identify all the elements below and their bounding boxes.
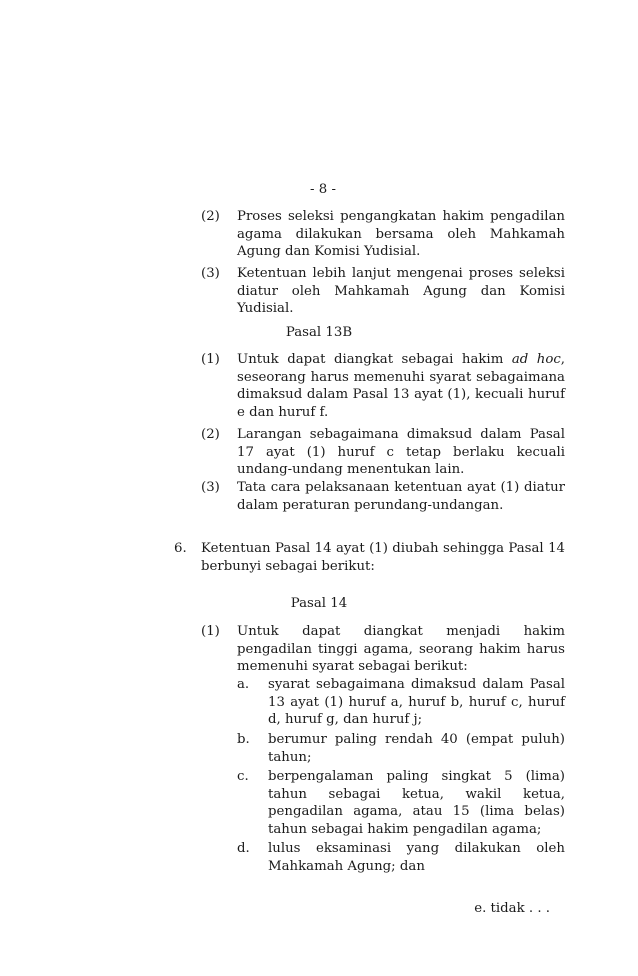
pasal13b-item-2 [201,426,565,479]
subitem-text: berpengalaman paling singkat 5 (lima) tahun sebagai ketua, wakil ketua, pengadilan agama, atau 15 (lima belas) tahun sebagai hakim pengadilan agama; [268,769,565,837]
item-text-part: , seseorang harus memenuhi syarat sebagaimana dimaksud dalam Pasal 13 ayat (1), kecuali huruf e dan huruf f. [237,352,566,420]
pasal14-subitem-b [237,731,565,766]
pasal14-item-1 [201,623,565,676]
item-number: (1) [201,624,220,639]
item-text: Tata cara pelaksanaan ketentuan ayat (1) diatur dalam peraturan perundang-undangan. [237,480,565,513]
pasal13b-item-1 [201,351,565,421]
subitem-text: syarat sebagaimana dimaksud dalam Pasal 13 ayat (1) huruf a, huruf b, huruf c, huruf d, huruf g, dan huruf j; [268,677,565,727]
item-number: (2) [201,209,220,224]
item-text: Ketentuan lebih lanjut mengenai proses seleksi diatur oleh Mahkamah Agung dan Komisi Yudisial. [237,266,565,316]
subitem-letter: b. [237,732,250,747]
subitem-text: berumur paling rendah 40 (empat puluh) tahun; [268,732,565,765]
pasal13a-item-3 [201,265,565,318]
pasal-14-heading: Pasal 14 [290,596,348,611]
subitem-letter: a. [237,677,250,692]
point-text: Ketentuan Pasal 14 ayat (1) diubah sehingga Pasal 14 berbunyi sebagai berikut: [201,541,565,574]
item-text-part: Untuk dapat diangkat sebagai hakim [237,352,512,367]
page-number: - 8 - [310,182,336,197]
item-number: (2) [201,427,220,442]
subitem-letter: c. [237,769,249,784]
pasal13a-item-2 [201,208,565,261]
point-number: 6. [174,541,187,556]
pasal-13b-heading: Pasal 13B [285,325,353,340]
pasal14-subitem-c [237,768,565,838]
item-text: Proses seleksi pengangkatan hakim pengadilan agama dilakukan bersama oleh Mahkamah Agung dan Komisi Yudisial. [237,209,565,259]
item-number: (3) [201,266,220,281]
page-continuation: e. tidak . . . [474,901,550,916]
item-text-italic: ad hoc [511,352,561,367]
point-6 [174,540,565,575]
item-text: Untuk dapat diangkat menjadi hakim pengadilan tinggi agama, seorang hakim harus memenuhi syarat sebagai berikut: [237,624,565,674]
pasal13b-item-3 [201,479,565,514]
item-text [237,351,565,421]
item-number: (1) [201,352,220,367]
item-number: (3) [201,480,220,495]
item-text: Larangan sebagaimana dimaksud dalam Pasal 17 ayat (1) huruf c tetap berlaku kecuali undang-undang menentukan lain. [237,427,565,477]
subitem-text: lulus eksaminasi yang dilakukan oleh Mahkamah Agung; dan [268,841,565,874]
pasal14-subitem-d [237,840,565,875]
pasal14-subitem-a [237,676,565,729]
subitem-letter: d. [237,841,250,856]
